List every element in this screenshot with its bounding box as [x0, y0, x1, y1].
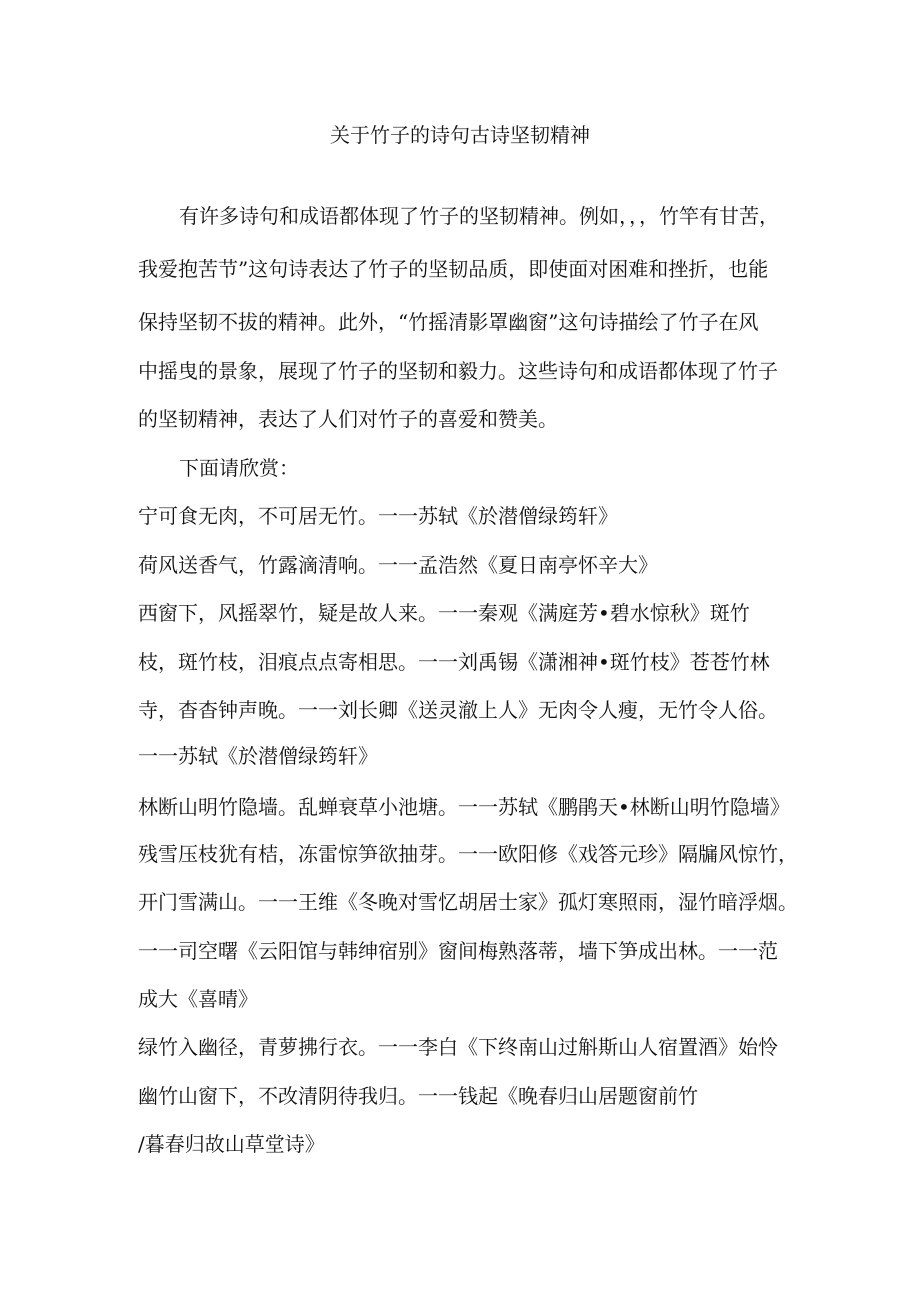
- poem-line: 成大《喜晴》: [138, 987, 258, 1011]
- poem-line: 荷风送香气，竹露滴清响。一一孟浩然《夏日南亭怀辛大》: [138, 553, 658, 577]
- paragraph-line: 中摇曳的景象，展现了竹子的坚韧和毅力。这些诗句和成语都体现了竹子: [138, 359, 778, 383]
- poem-line: 一一苏轼《於潜僧绿筠轩》: [138, 744, 378, 768]
- poem-line: 残雪压枝犹有桔，冻雷惊笋欲抽芽。一一欧阳修《戏答元珍》隔牖风惊竹，: [138, 842, 798, 866]
- poem-line: 幽竹山窗下，不改清阴待我归。一一钱起《晚春归山居题窗前竹: [138, 1084, 698, 1108]
- poem-line: 枝，斑竹枝，泪痕点点寄相思。一一刘禹锡《潇湘神•斑竹枝》苍苍竹林: [138, 650, 770, 674]
- paragraph-line: 有许多诗句和成语都体现了竹子的坚韧精神。例如，，，竹竿有甘苦，: [179, 204, 779, 228]
- poem-line: 绿竹入幽径，青萝拂行衣。一一李白《下终南山过斛斯山人宿置酒》始怜: [138, 1035, 778, 1059]
- paragraph-line: 保持坚韧不拔的精神。此外，“竹摇清影罩幽窗”这句诗描绘了竹子在风: [138, 310, 759, 334]
- poem-line: 林断山明竹隐墙。乱蝉衰草小池塘。一一苏轼《鹏鹃天•林断山明竹隐墙》: [138, 795, 790, 819]
- poem-line: 开门雪满山。一一王维《冬晚对雪忆胡居士家》孤灯寒照雨，湿竹暗浮烟。: [138, 890, 798, 914]
- paragraph-line: 的坚韧精神，表达了人们对竹子的喜爱和赞美。: [138, 407, 558, 431]
- paragraph-line: 我爱抱苦节”这句诗表达了竹子的坚韧品质，即使面对困难和挫折，也能: [138, 257, 769, 281]
- poem-line: 宁可食无肉，不可居无竹。一一苏轼《於潜僧绿筠轩》: [138, 504, 618, 528]
- poem-line: 寺，杳杳钟声晚。一一刘长卿《送灵澈上人》无肉令人瘦，无竹令人俗。: [138, 698, 778, 722]
- poem-line: 西窗下，风摇翠竹，疑是故人来。一一秦观《满庭芳•碧水惊秋》斑竹: [138, 601, 750, 625]
- section-intro: 下面请欣赏：: [179, 456, 299, 480]
- poem-line: 一一司空曙《云阳馆与韩绅宿别》窗间梅熟落蒂，墙下笋成出林。一一范: [138, 939, 778, 963]
- document-title: 关于竹子的诗句古诗坚韧精神: [330, 123, 590, 147]
- poem-line: /暮春归故山草堂诗》: [138, 1132, 325, 1156]
